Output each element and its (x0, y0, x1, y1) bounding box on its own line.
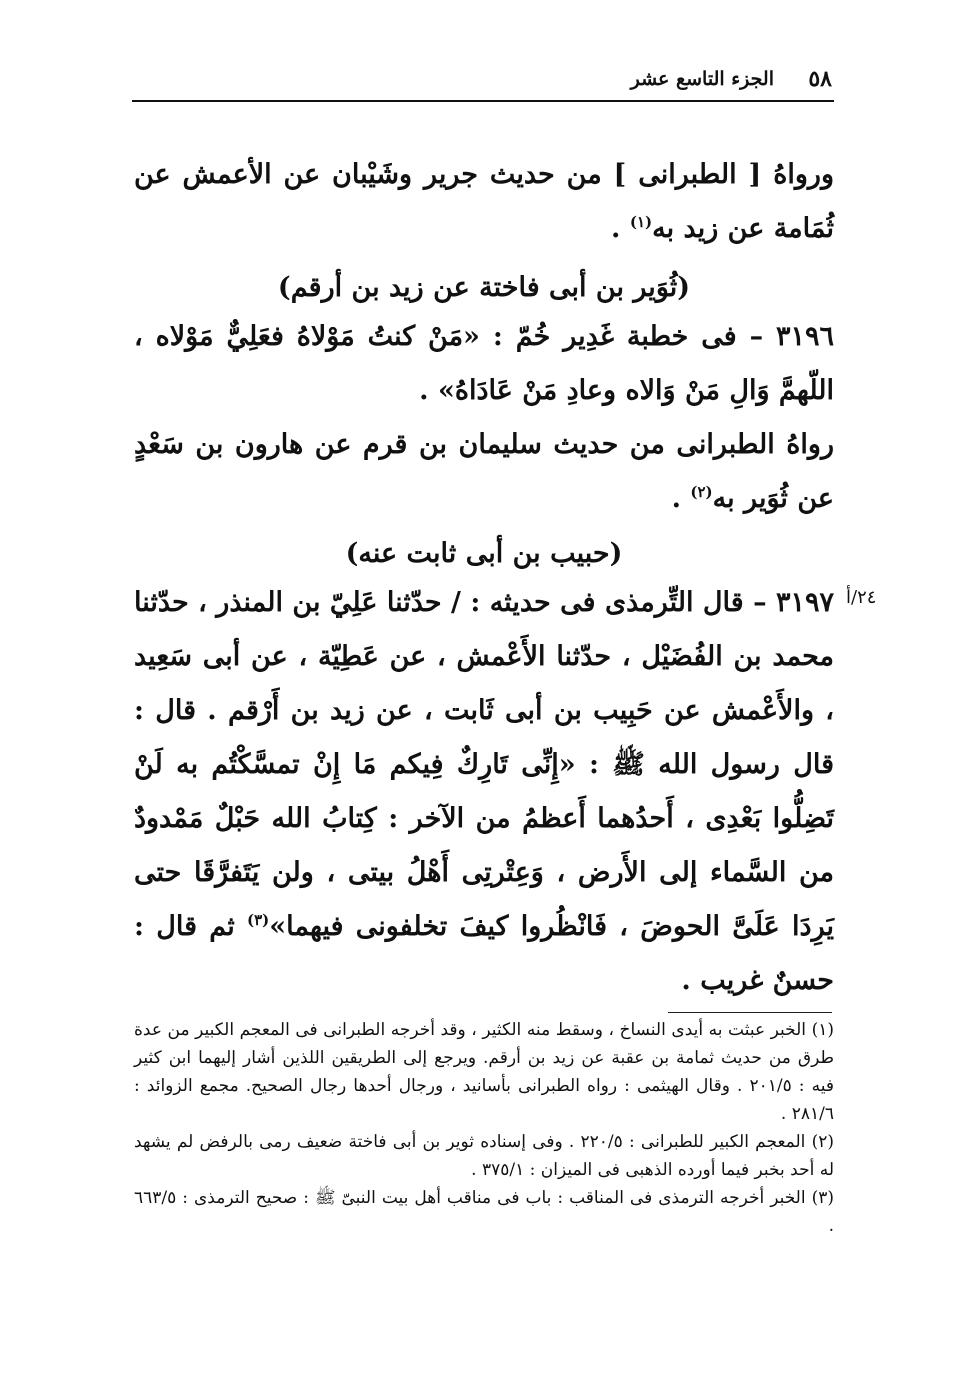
footnote-1: (١) الخبر عبثت به أيدى النساخ ، وسقط منه الكثير ، وقد أخرجه الطبرانى فى المعجم الكبير من عدة طرق من حديث ثمامة بن عقبة عن زيد بن أرقم. ويرجع إلى الطريقين اللذين أشار إليهما ابن كثير فيه : ٢٠١/٥ . وقال الهيثمى : رواه الطبرانى بأسانيد ، ورجال أحدها رجال الصحيح. مجمع الزوائد : ٢٨١/٦ . (134, 1020, 834, 1124)
paragraph-end: . (671, 483, 681, 514)
footnote-separator (668, 1012, 832, 1013)
footnote-3: (٣) الخبر أخرجه الترمذى فى المناقب : باب فى مناقب أهل بيت النبىّ ﷺ : صحيح الترمذى : ٦٦٣/٥ . (134, 1188, 834, 1236)
header-rule (132, 100, 834, 102)
footnotes (134, 1016, 834, 1240)
hadith-3197 (134, 576, 834, 1008)
margin-folio-note: ٢٤/أ (846, 587, 877, 608)
footnote-2: (٢) المعجم الكبير للطبرانى : ٢٢٠/٥ . وفى إسناده ثوير بن أبى فاختة ضعيف رمى بالرفض لم يشهد له أحد بخبر فيما أورده الذهبى فى الميزان : ٣٧٥/١ . (134, 1132, 834, 1180)
paragraph-text: رواهُ الطبرانى من حديث سليمان بن قرم عن هارون بن سَعْدٍ عن ثُوَير به (134, 429, 834, 514)
page-number: ٥٨ (808, 66, 832, 92)
footnote-ref-3: (٣) (247, 911, 270, 929)
paragraph-tabarani-sulayman (134, 418, 834, 526)
footnote-ref-1: (١) (629, 213, 653, 231)
hadith-closing: ثم قال : حسنٌ غريب . (134, 911, 834, 996)
paragraph-text: ورواهُ [ الطبرانى ] من حديث جرير وشَيْبان عن الأعمش عن ثُمَامة عن زيد به (134, 159, 834, 244)
footnote-ref-2: (٢) (690, 483, 713, 501)
section-heading-habib: (حبيب بن أبى ثابت عنه) (345, 538, 623, 569)
paragraph-end: . (611, 213, 621, 244)
paragraph-tabarani-jarir (134, 148, 834, 256)
hadith-3196: ٣١٩٦ – فى خطبة غَدِير خُمّ : «مَنْ كنتُ مَوْلاهُ فعَلِيٌّ مَوْلاه ، اللّهمَّ وَالِ مَنْ وَالاه وعادِ مَنْ عَادَاهُ» . (134, 321, 834, 406)
part-title: الجزء التاسع عشر (630, 68, 774, 90)
running-header (132, 62, 832, 98)
hadith-text: ٣١٩٧ – قال التِّرمذى فى حديثه : / حدّثنا عَلِيّ بن المنذر ، حدّثنا محمد بن الفُضَيْل ، حدّثنا الأَعْمش ، عن عَطِيّة ، عن أبى سَعِيد ، والأَعْمش عن حَبِيب بن أبى ثَابت ، عن زيد بن أَرْقم . قال : قال رسول الله ﷺ : «إِنِّى تَارِكٌ فِيكم مَا إِنْ تمسَّكْتُم به لَنْ تَضِلُّوا بَعْدِى ، أَحدُهما أَعظمُ من الآخر : كِتابُ الله حَبْلٌ مَمْدودٌ من السَّماء إلى الأَرض ، وَعِتْرتِى أَهْلُ بيتى ، ولن يَتَفرَّقَا حتى يَرِدَا عَلَىَّ الحوضَ ، فَانْظُروا كيفَ تخلفونى فيهما» (134, 587, 834, 942)
section-heading-thuwayr: (ثُوَير بن أبى فاختة عن زيد بن أرقم) (277, 272, 691, 303)
